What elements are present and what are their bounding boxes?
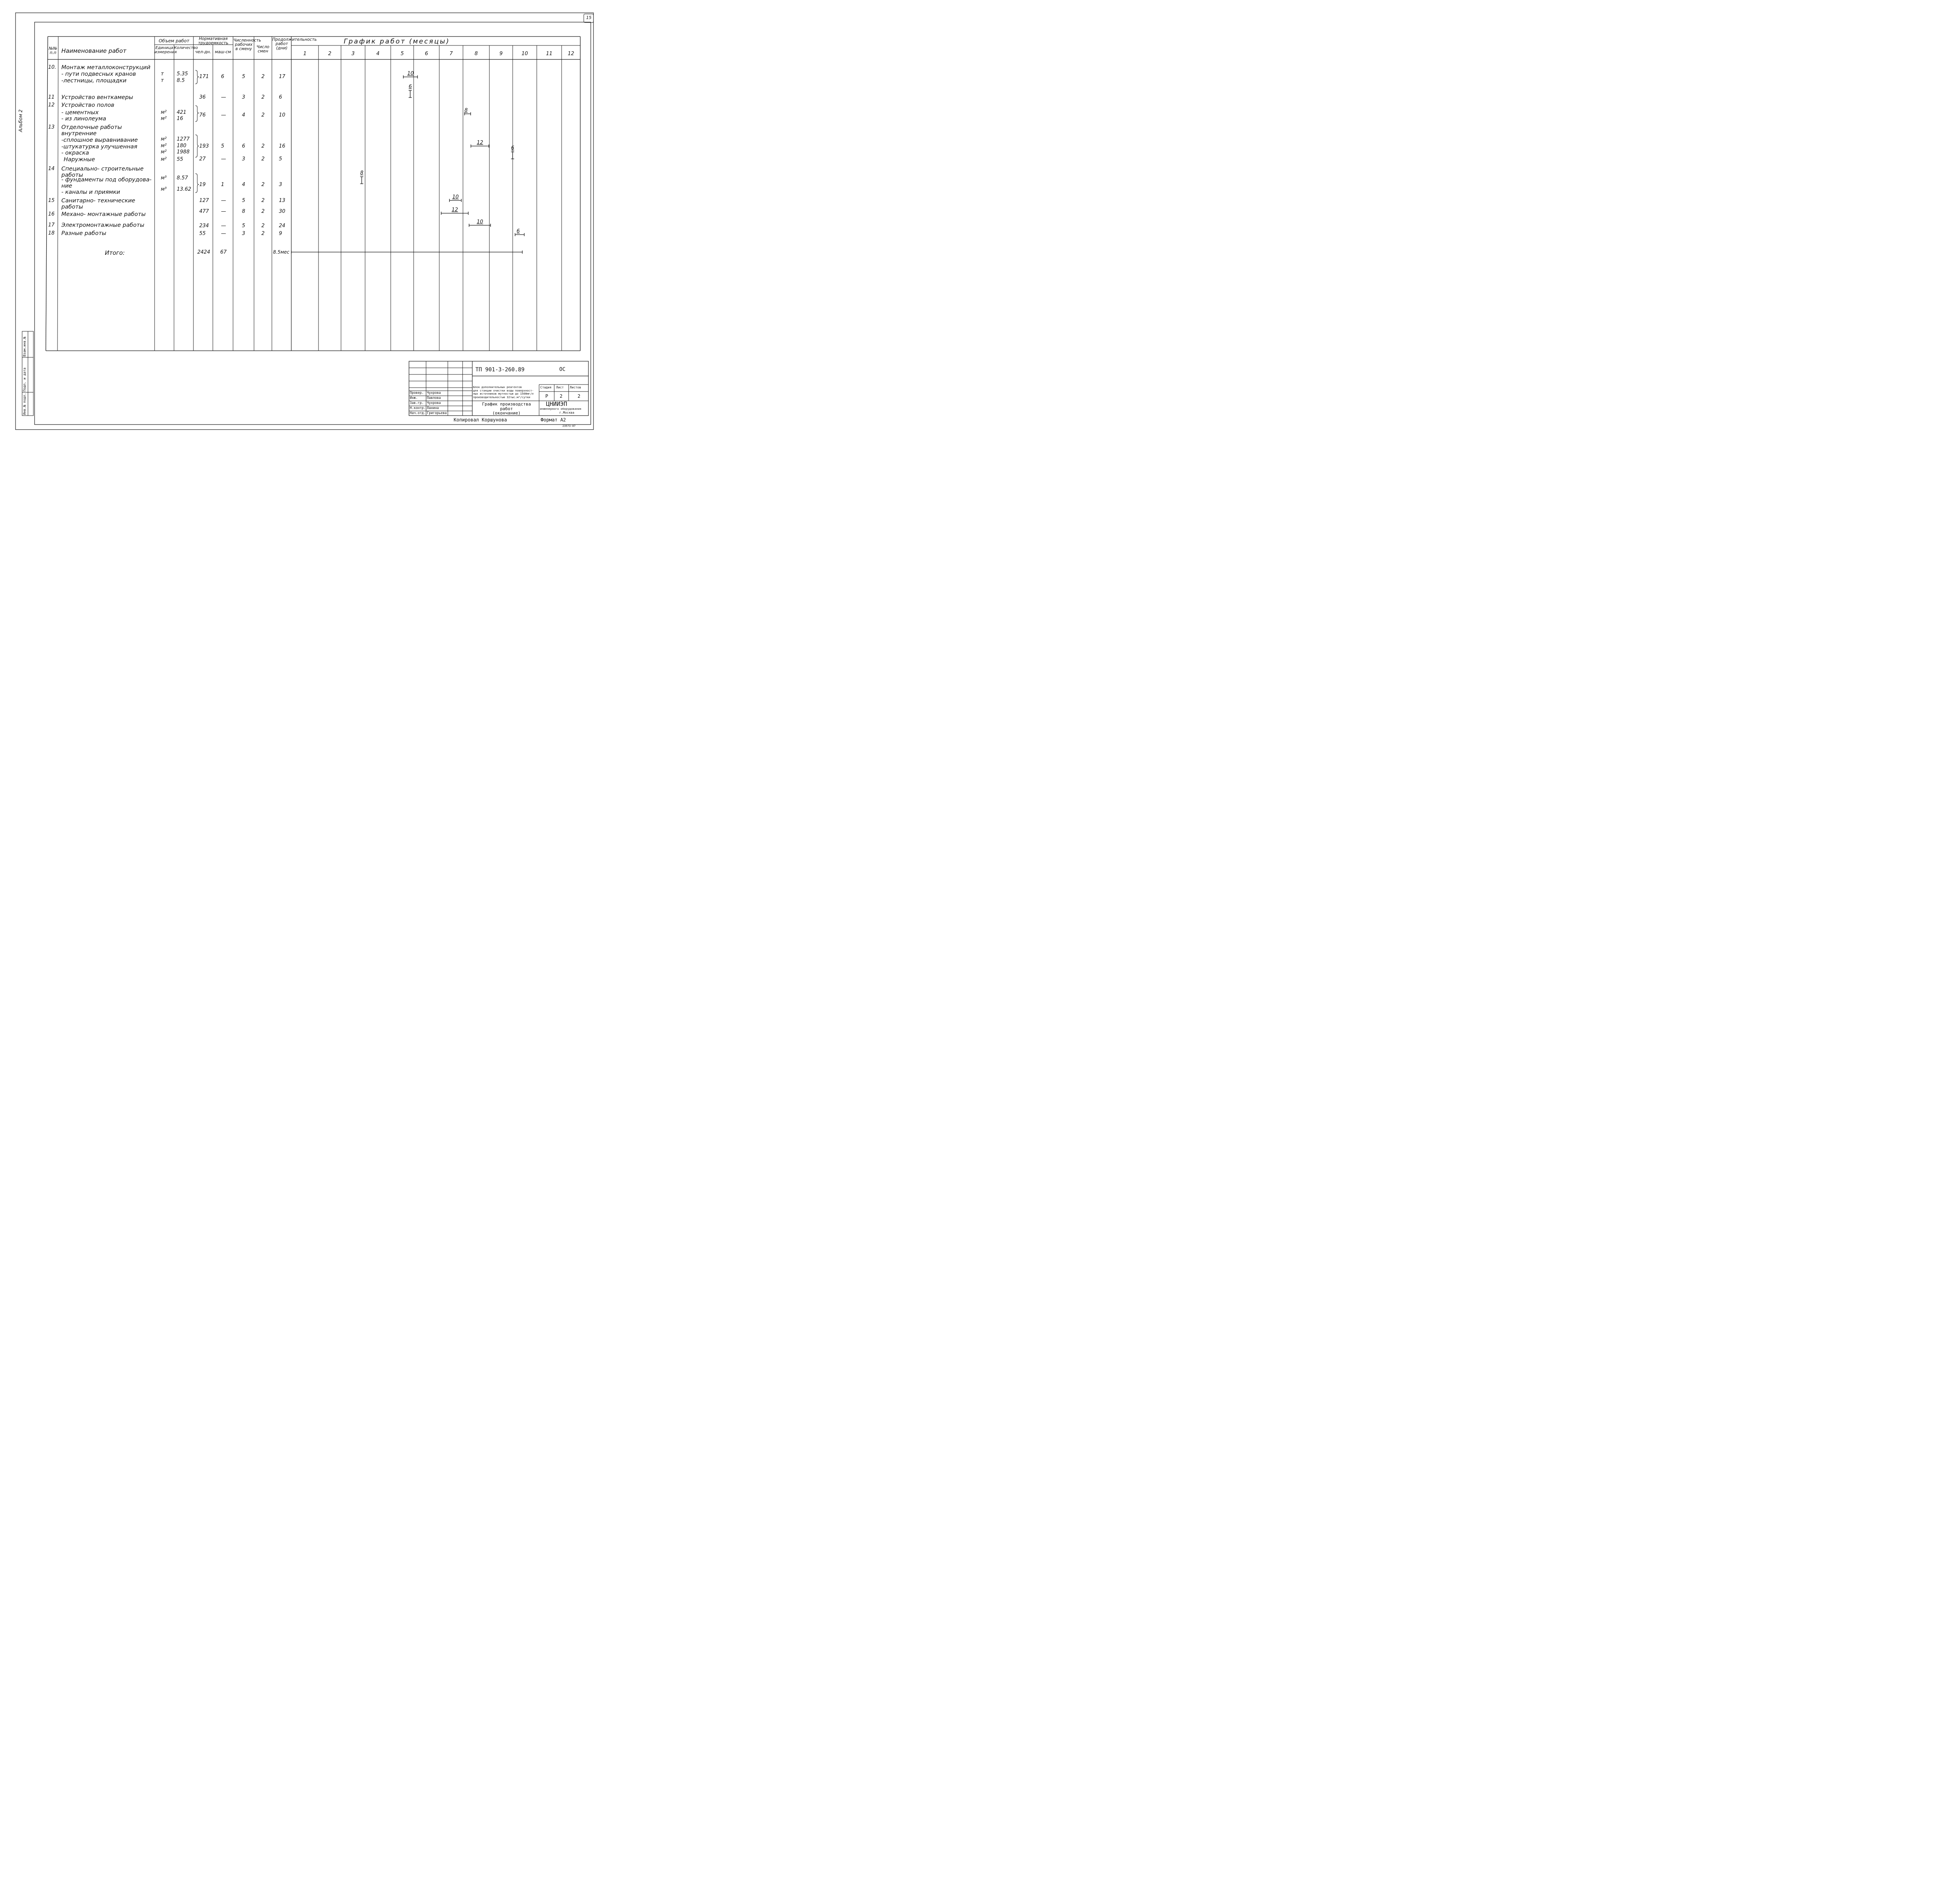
inventory-number: 23573-07 bbox=[562, 425, 576, 428]
stamp-inv-orig: Инв.№ подл. bbox=[23, 393, 27, 415]
row-number: 10. bbox=[48, 64, 56, 70]
man-days-cell: 27 bbox=[199, 156, 206, 162]
row-number: 12 bbox=[48, 102, 55, 108]
workers-cell: 4 bbox=[242, 182, 245, 188]
gantt-bar-label: 10 bbox=[477, 219, 483, 225]
header-workers: Численность рабочих в смену bbox=[233, 38, 261, 52]
shifts-cell: 2 bbox=[261, 182, 265, 188]
row-number: 18 bbox=[48, 230, 55, 236]
row-number: 13 bbox=[48, 124, 55, 130]
machine-shifts-cell: — bbox=[221, 94, 226, 100]
total-man-days: 2424 bbox=[197, 249, 211, 255]
signatory-role: Н.контр. bbox=[410, 406, 426, 410]
unit-cell: м² bbox=[161, 136, 167, 142]
work-name-line: Разные работы bbox=[61, 230, 106, 237]
paper-format: Формат А2 bbox=[541, 417, 566, 423]
unit-cell: м² bbox=[161, 110, 167, 115]
total-machine-shifts: 67 bbox=[220, 249, 227, 255]
workers-cell: 5 bbox=[242, 74, 245, 80]
man-days-cell: 55 bbox=[199, 231, 206, 237]
org-name: ЦНИИЭП bbox=[546, 400, 567, 407]
drawing-title bbox=[474, 402, 539, 416]
org-city: г.Москва bbox=[559, 411, 574, 414]
month-label: 5 bbox=[400, 51, 404, 57]
row-number: 11 bbox=[48, 94, 55, 100]
doc-code: ТП 901-3-260.89 bbox=[475, 367, 525, 373]
duration-cell: 10 bbox=[279, 112, 285, 118]
work-name-line: Отделочные работы bbox=[61, 124, 122, 131]
signatory-name: Павлова bbox=[427, 396, 441, 400]
header-schedule: График работ (месяцы) bbox=[344, 38, 450, 45]
work-name-line: - цементных bbox=[61, 110, 99, 116]
work-name-line: -лестницы, площадки bbox=[61, 78, 127, 84]
work-name-line: - фундаменты под оборудова- bbox=[61, 177, 152, 183]
month-label: 6 bbox=[425, 51, 428, 57]
gantt-bar-label: 10 bbox=[407, 71, 414, 77]
man-days-cell: 19 bbox=[199, 182, 206, 188]
row-number: 17 bbox=[48, 222, 55, 228]
signatory-name: Чухрова bbox=[427, 401, 441, 405]
work-name-line: - каналы и приямки bbox=[61, 189, 120, 195]
album-label: Альбом 2 bbox=[18, 109, 23, 132]
workers-cell: 6 bbox=[242, 143, 245, 149]
header-duration: Продолжительность работ (дни) bbox=[272, 37, 317, 51]
unit-cell: м³ bbox=[161, 175, 167, 181]
duration-cell: 6 bbox=[279, 94, 282, 100]
shifts-cell: 2 bbox=[261, 112, 265, 118]
work-name-line: ние bbox=[61, 183, 72, 189]
qty-cell: 13.62 bbox=[177, 186, 191, 192]
duration-cell: 16 bbox=[279, 143, 285, 149]
shifts-cell: 2 bbox=[261, 143, 265, 149]
month-label: 3 bbox=[351, 51, 355, 57]
stage-value: Р bbox=[545, 393, 548, 399]
machine-shifts-cell: 6 bbox=[221, 74, 224, 80]
gantt-bar-label: 12 bbox=[451, 207, 458, 213]
man-days-cell: 477 bbox=[199, 209, 209, 214]
header-qty: Количество bbox=[174, 46, 198, 50]
work-name-line: Монтаж металлоконструкций bbox=[61, 64, 151, 71]
signatory-name: Чухрова bbox=[427, 391, 441, 395]
work-name-line: Электромонтажные работы bbox=[61, 222, 144, 228]
signatory-name: Ланина bbox=[427, 406, 439, 410]
work-name-line: Механо- монтажные работы bbox=[61, 211, 146, 218]
gantt-svg bbox=[0, 0, 606, 441]
man-days-cell: 127 bbox=[199, 198, 209, 204]
work-name-line: работы bbox=[61, 172, 83, 178]
drawing-title-line: График производства bbox=[482, 402, 531, 407]
header-shifts: Число смен bbox=[256, 45, 270, 54]
sheet-header: Лист bbox=[556, 386, 564, 389]
unit-cell: м² bbox=[161, 143, 167, 149]
machine-shifts-cell: — bbox=[221, 112, 226, 118]
machine-shifts-cell: 1 bbox=[221, 182, 224, 188]
workers-cell: 8 bbox=[242, 209, 245, 214]
signatory-name: Григорьева bbox=[427, 411, 447, 415]
duration-cell: 24 bbox=[279, 223, 285, 229]
header-unit: Единица измерения bbox=[155, 46, 177, 54]
sheet-value: 2 bbox=[560, 393, 563, 399]
month-label: 12 bbox=[567, 51, 574, 57]
machine-shifts-cell: — bbox=[221, 198, 226, 204]
month-label: 10 bbox=[521, 51, 528, 57]
stamp-replaced-inv: Взам.инв.№ bbox=[23, 336, 27, 357]
work-name-line: -штукатурка улучшенная bbox=[61, 144, 137, 150]
month-label: 1 bbox=[303, 51, 307, 57]
header-norm: Нормативная трудоемкость bbox=[198, 37, 228, 46]
duration-cell: 3 bbox=[279, 182, 282, 188]
machine-shifts-cell: 5 bbox=[221, 143, 224, 149]
drawing-sheet bbox=[0, 0, 606, 441]
man-days-cell: 193 bbox=[199, 143, 209, 149]
header-machine-shifts: маш-см bbox=[215, 50, 231, 54]
work-name-line: - пути подвесных кранов bbox=[61, 71, 136, 77]
work-name-line: Санитарно- технические bbox=[61, 198, 136, 204]
qty-cell: 421 bbox=[177, 110, 186, 115]
duration-cell: 30 bbox=[279, 209, 285, 214]
unit-cell: м³ bbox=[161, 186, 167, 192]
sheet-number: 15 bbox=[586, 15, 592, 20]
qty-cell: 16 bbox=[177, 116, 183, 122]
qty-cell: 55 bbox=[177, 157, 183, 162]
shifts-cell: 2 bbox=[261, 74, 265, 80]
sheets-value: 2 bbox=[578, 393, 581, 399]
duration-cell: 17 bbox=[279, 74, 285, 80]
workers-cell: 5 bbox=[242, 198, 245, 204]
unit-cell: т bbox=[161, 71, 164, 77]
signatory-role: Нач.отд. bbox=[410, 411, 426, 415]
project-name bbox=[473, 386, 534, 399]
gantt-bar-label: 12 bbox=[477, 140, 484, 146]
signatory-role: Зав.гр. bbox=[410, 401, 424, 405]
work-name-line: Устройство венткамеры bbox=[61, 94, 133, 101]
sheets-header: Листов bbox=[570, 386, 581, 389]
shifts-cell: 2 bbox=[261, 156, 265, 162]
duration-cell: 5 bbox=[279, 156, 282, 162]
signatory-role: Провер. bbox=[410, 391, 424, 395]
gantt-bar-label: 8 bbox=[464, 108, 468, 113]
header-name: Наименование работ bbox=[61, 47, 127, 54]
work-name-line: Специально- строительные bbox=[61, 166, 144, 172]
qty-cell: 8.5 bbox=[177, 78, 185, 84]
gantt-bar-label: 6 bbox=[516, 228, 520, 234]
copied-by: Копировал Коршунова bbox=[454, 417, 507, 423]
workers-cell: 4 bbox=[242, 112, 245, 118]
gantt-bar-label: 6 bbox=[409, 84, 412, 90]
total-duration: 8.5мес bbox=[273, 249, 290, 255]
machine-shifts-cell: — bbox=[221, 231, 226, 237]
workers-cell: 3 bbox=[242, 94, 245, 100]
man-days-cell: 234 bbox=[199, 223, 209, 229]
total-label: Итого: bbox=[105, 249, 125, 256]
stage-header: Стадия bbox=[540, 386, 552, 389]
work-name-line: - из линолеума bbox=[61, 116, 106, 122]
drawing-title-line: (окончание) bbox=[492, 411, 521, 416]
month-label: 11 bbox=[546, 51, 553, 57]
man-days-cell: 36 bbox=[199, 94, 206, 100]
gantt-bar-label: 10 bbox=[452, 194, 459, 200]
unit-cell: м² bbox=[161, 116, 167, 122]
machine-shifts-cell: — bbox=[221, 156, 226, 162]
stamp-signature-date: Подп. и дата bbox=[23, 367, 27, 392]
qty-cell: 1277 bbox=[177, 136, 190, 142]
unit-cell: т bbox=[161, 78, 164, 84]
month-label: 2 bbox=[328, 51, 332, 57]
row-number: 16 bbox=[48, 211, 55, 217]
row-number: 14 bbox=[48, 166, 55, 172]
unit-cell: м² bbox=[161, 149, 167, 155]
header-volume: Объем работ bbox=[158, 38, 190, 44]
work-name-line: работы bbox=[61, 204, 83, 210]
shifts-cell: 2 bbox=[261, 223, 265, 229]
header-num: №№ п.п bbox=[49, 46, 57, 56]
project-name-line: для станции очистки воды поверхност- bbox=[473, 388, 534, 392]
qty-cell: 8.57 bbox=[177, 175, 188, 181]
man-days-cell: 171 bbox=[199, 74, 209, 80]
month-label: 9 bbox=[499, 51, 503, 57]
month-label: 7 bbox=[449, 51, 453, 57]
workers-cell: 5 bbox=[242, 223, 245, 229]
month-label: 8 bbox=[474, 51, 478, 57]
qty-cell: 180 bbox=[177, 143, 186, 149]
duration-cell: 9 bbox=[279, 231, 282, 237]
shifts-cell: 2 bbox=[261, 209, 265, 214]
workers-cell: 3 bbox=[242, 156, 245, 162]
drawing-title-line: работ bbox=[500, 406, 513, 411]
header-man-days: чел-дн. bbox=[195, 50, 211, 54]
unit-cell: м² bbox=[161, 157, 167, 162]
work-name-line: Наружные bbox=[64, 157, 95, 163]
shifts-cell: 2 bbox=[261, 198, 265, 204]
qty-cell: 5.35 bbox=[177, 71, 188, 77]
work-name-line: -сплошное выравнивание bbox=[61, 137, 138, 143]
doc-suffix: ОС bbox=[559, 367, 566, 372]
shifts-cell: 2 bbox=[261, 94, 265, 100]
machine-shifts-cell: — bbox=[221, 209, 226, 214]
qty-cell: 1988 bbox=[177, 149, 190, 155]
work-name-line: - окраска bbox=[61, 150, 89, 156]
project-name-line: Блок дополнительных реагентов bbox=[473, 385, 522, 389]
workers-cell: 3 bbox=[242, 231, 245, 237]
gantt-bar-label: 8 bbox=[360, 170, 364, 176]
work-name-line: Устройство полов bbox=[61, 102, 115, 108]
shifts-cell: 2 bbox=[261, 231, 265, 237]
org-subtitle: инженерного оборудования bbox=[540, 407, 581, 411]
signatory-role: Инж. bbox=[410, 396, 418, 400]
month-label: 4 bbox=[376, 51, 380, 57]
row-number: 15 bbox=[48, 198, 55, 204]
machine-shifts-cell: — bbox=[221, 223, 226, 229]
work-name-line: внутренние bbox=[61, 131, 97, 137]
project-name-line: ных источников мутностью до 1500мг/л bbox=[473, 392, 534, 396]
gantt-bar-label: 6 bbox=[511, 145, 514, 151]
project-name-line: производительностью 32тыс.м³/сутки bbox=[473, 395, 531, 399]
duration-cell: 13 bbox=[279, 198, 285, 204]
man-days-cell: 76 bbox=[199, 112, 206, 118]
